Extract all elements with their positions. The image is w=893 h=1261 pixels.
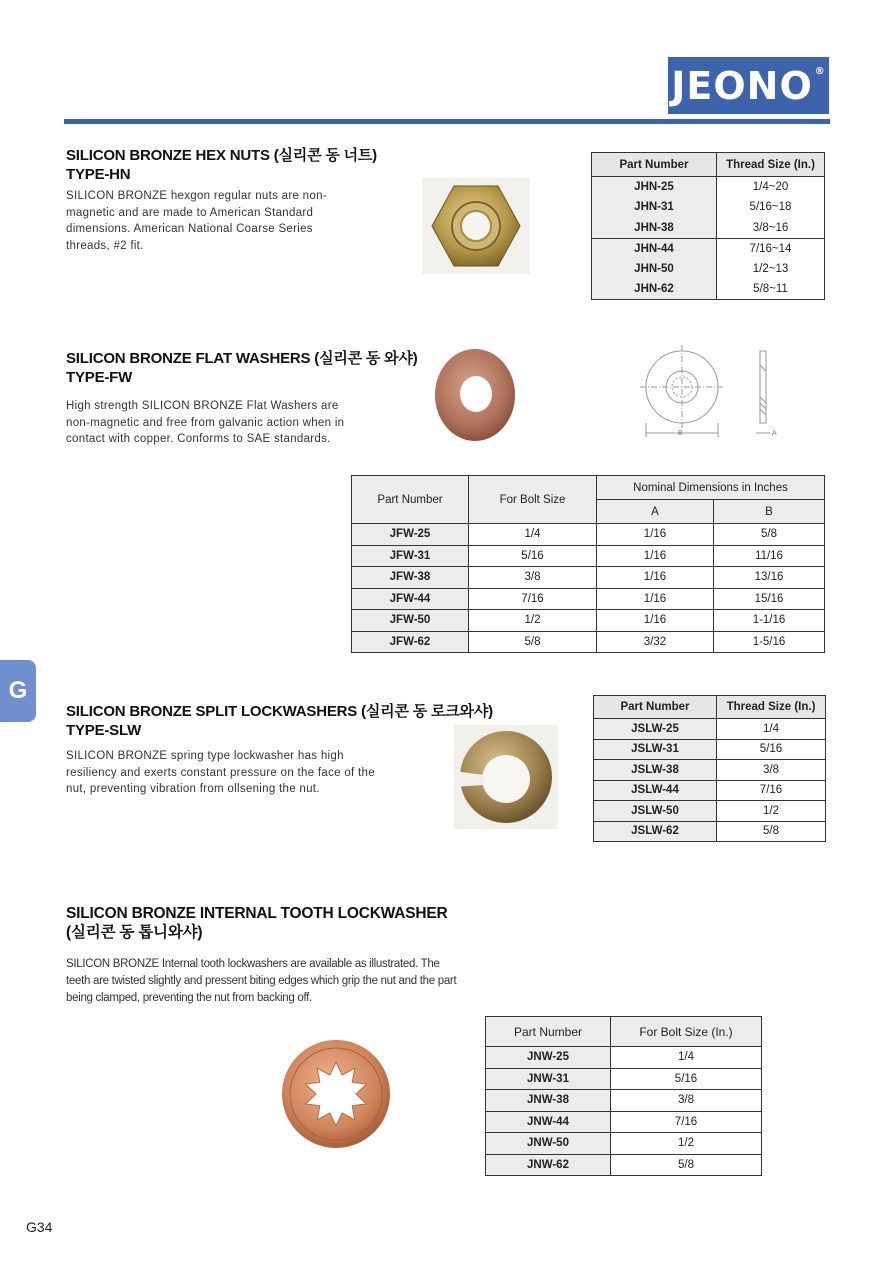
fw-header-bolt: For Bolt Size bbox=[469, 476, 597, 524]
diagram-label-a: A bbox=[772, 430, 777, 437]
table-row bbox=[594, 739, 826, 760]
value-cell: 1/4 bbox=[469, 524, 597, 546]
value-cell: 1/2 bbox=[717, 801, 826, 822]
value-cell: 1/2 bbox=[469, 610, 597, 632]
flat-washer-diagram bbox=[634, 345, 794, 439]
value-cell: 7/16~14 bbox=[717, 238, 825, 259]
value-cell: 1/4 bbox=[717, 719, 826, 740]
part-number-cell: JNW-31 bbox=[486, 1068, 611, 1090]
table-row bbox=[486, 1133, 762, 1155]
part-number-cell: JFW-25 bbox=[352, 524, 469, 546]
hex-nuts-table bbox=[591, 152, 825, 300]
page-number: G34 bbox=[26, 1219, 53, 1235]
value-cell: 7/16 bbox=[611, 1111, 762, 1133]
flat-washers-title-text: SILICON BRONZE FLAT WASHERS (실리콘 동 와샤) bbox=[66, 350, 418, 367]
table-row bbox=[486, 1090, 762, 1112]
table-row bbox=[592, 218, 825, 239]
fw-header-a: A bbox=[597, 500, 714, 524]
split-lockwashers-table bbox=[593, 695, 826, 842]
part-number-cell: JHN-31 bbox=[592, 197, 717, 218]
value-cell: 1/16 bbox=[597, 588, 714, 610]
value-cell: 5/8 bbox=[469, 631, 597, 653]
value-cell: 5/16~18 bbox=[717, 197, 825, 218]
part-number-cell: JSLW-62 bbox=[594, 821, 717, 842]
value-cell: 3/8 bbox=[611, 1090, 762, 1112]
section-tab: G bbox=[0, 660, 36, 722]
split-lockwasher-image bbox=[454, 725, 558, 829]
tooth-lockwasher-title-text: SILICON BRONZE INTERNAL TOOTH LOCKWASHER bbox=[66, 905, 448, 922]
value-cell: 5/8~11 bbox=[717, 279, 825, 300]
value-cell: 3/32 bbox=[597, 631, 714, 653]
table-row bbox=[592, 238, 825, 259]
table-row bbox=[594, 801, 826, 822]
hex-nuts-type: TYPE-HN bbox=[66, 166, 131, 183]
registered-mark: ® bbox=[814, 66, 826, 77]
fw-header-nominal: Nominal Dimensions in Inches bbox=[597, 476, 825, 500]
value-cell: 1/16 bbox=[597, 524, 714, 546]
value-cell: 1/2~13 bbox=[717, 259, 825, 280]
table-row bbox=[352, 631, 825, 653]
part-number-cell: JFW-44 bbox=[352, 588, 469, 610]
fw-header-part: Part Number bbox=[352, 476, 469, 524]
tooth-lockwasher-table bbox=[485, 1016, 762, 1176]
flat-washers-title bbox=[66, 349, 418, 387]
part-number-cell: JNW-25 bbox=[486, 1047, 611, 1069]
part-number-cell: JFW-31 bbox=[352, 545, 469, 567]
part-number-cell: JHN-50 bbox=[592, 259, 717, 280]
value-cell: 5/16 bbox=[717, 739, 826, 760]
hex-header-part: Part Number bbox=[592, 153, 717, 177]
part-number-cell: JSLW-31 bbox=[594, 739, 717, 760]
split-lockwashers-description: SILICON BRONZE spring type lockwasher has high resiliency and exerts constant pressure on the face of the nut, preventing vibration from ollsening the nut. bbox=[66, 750, 375, 795]
value-cell: 5/16 bbox=[611, 1068, 762, 1090]
part-number-cell: JHN-44 bbox=[592, 238, 717, 259]
table-row bbox=[594, 760, 826, 781]
table-row bbox=[592, 197, 825, 218]
part-number-cell: JSLW-38 bbox=[594, 760, 717, 781]
brand-logo-text: JEONO bbox=[671, 63, 813, 108]
value-cell: 7/16 bbox=[469, 588, 597, 610]
hex-header-thread: Thread Size (In.) bbox=[717, 153, 825, 177]
value-cell: 1/2 bbox=[611, 1133, 762, 1155]
value-cell: 11/16 bbox=[714, 545, 825, 567]
diagram-label-b: B bbox=[678, 430, 683, 437]
table-row bbox=[594, 719, 826, 740]
value-cell: 5/16 bbox=[469, 545, 597, 567]
jnw-header-bolt: For Bolt Size (In.) bbox=[611, 1017, 762, 1047]
hex-nut-image bbox=[422, 178, 530, 274]
value-cell: 1/4~20 bbox=[717, 177, 825, 198]
brand-logo bbox=[668, 57, 829, 114]
value-cell: 5/8 bbox=[714, 524, 825, 546]
table-row bbox=[592, 259, 825, 280]
value-cell: 3/8 bbox=[717, 760, 826, 781]
value-cell: 7/16 bbox=[717, 780, 826, 801]
hex-nuts-title bbox=[66, 146, 377, 184]
value-cell: 1-5/16 bbox=[714, 631, 825, 653]
part-number-cell: JNW-50 bbox=[486, 1133, 611, 1155]
part-number-cell: JNW-44 bbox=[486, 1111, 611, 1133]
value-cell: 5/8 bbox=[717, 821, 826, 842]
value-cell: 1/16 bbox=[597, 545, 714, 567]
value-cell: 1/16 bbox=[597, 610, 714, 632]
jnw-header-part: Part Number bbox=[486, 1017, 611, 1047]
part-number-cell: JNW-62 bbox=[486, 1154, 611, 1176]
value-cell: 1/16 bbox=[597, 567, 714, 589]
flat-washer-image bbox=[434, 347, 516, 443]
slw-header-part: Part Number bbox=[594, 696, 717, 719]
part-number-cell: JFW-38 bbox=[352, 567, 469, 589]
flat-washers-table bbox=[351, 475, 825, 653]
hex-nuts-description: SILICON BRONZE hexgon regular nuts are non-magnetic and are made to American Standard dimensions. American National Coarse Series threads, #2 fit. bbox=[66, 190, 327, 252]
slw-header-thread: Thread Size (In.) bbox=[717, 696, 826, 719]
split-lockwashers-type: TYPE-SLW bbox=[66, 722, 142, 739]
table-row bbox=[594, 780, 826, 801]
tooth-lockwasher-title bbox=[66, 904, 448, 942]
part-number-cell: JHN-62 bbox=[592, 279, 717, 300]
part-number-cell: JNW-38 bbox=[486, 1090, 611, 1112]
tooth-lockwasher-description: SILICON BRONZE Internal tooth lockwashers are available as illustrated. The teeth are twisted slightly and pressent biting edges which grip the nut and the part being clamped, preventing the nut from backing off. bbox=[66, 958, 457, 1004]
table-row bbox=[486, 1047, 762, 1069]
table-row bbox=[592, 279, 825, 300]
table-row bbox=[486, 1068, 762, 1090]
split-lockwashers-title bbox=[66, 702, 493, 740]
split-lockwashers-title-text: SILICON BRONZE SPLIT LOCKWASHERS (실리콘 동 로크와샤) bbox=[66, 703, 493, 720]
table-row bbox=[352, 610, 825, 632]
table-row bbox=[352, 567, 825, 589]
header-rule bbox=[64, 119, 830, 124]
value-cell: 1-1/16 bbox=[714, 610, 825, 632]
part-number-cell: JFW-62 bbox=[352, 631, 469, 653]
value-cell: 15/16 bbox=[714, 588, 825, 610]
table-row bbox=[592, 177, 825, 198]
value-cell: 5/8 bbox=[611, 1154, 762, 1176]
tooth-lockwasher-subtitle: (실리콘 동 톱니와샤) bbox=[66, 924, 203, 941]
table-row bbox=[352, 588, 825, 610]
value-cell: 1/4 bbox=[611, 1047, 762, 1069]
part-number-cell: JFW-50 bbox=[352, 610, 469, 632]
fw-header-b: B bbox=[714, 500, 825, 524]
value-cell: 3/8 bbox=[469, 567, 597, 589]
part-number-cell: JHN-25 bbox=[592, 177, 717, 198]
hex-nuts-title-text: SILICON BRONZE HEX NUTS (실리콘 동 너트) bbox=[66, 147, 377, 164]
part-number-cell: JSLW-50 bbox=[594, 801, 717, 822]
tooth-lockwasher-image bbox=[281, 1039, 391, 1149]
value-cell: 13/16 bbox=[714, 567, 825, 589]
table-row bbox=[352, 524, 825, 546]
table-row bbox=[486, 1154, 762, 1176]
part-number-cell: JHN-38 bbox=[592, 218, 717, 239]
flat-washers-type: TYPE-FW bbox=[66, 369, 133, 386]
part-number-cell: JSLW-44 bbox=[594, 780, 717, 801]
table-row bbox=[352, 545, 825, 567]
value-cell: 3/8~16 bbox=[717, 218, 825, 239]
flat-washers-description: High strength SILICON BRONZE Flat Washers are non-magnetic and free from galvanic action when in contact with copper. Conforms to SAE standards. bbox=[66, 400, 345, 445]
table-row bbox=[486, 1111, 762, 1133]
part-number-cell: JSLW-25 bbox=[594, 719, 717, 740]
table-row bbox=[594, 821, 826, 842]
